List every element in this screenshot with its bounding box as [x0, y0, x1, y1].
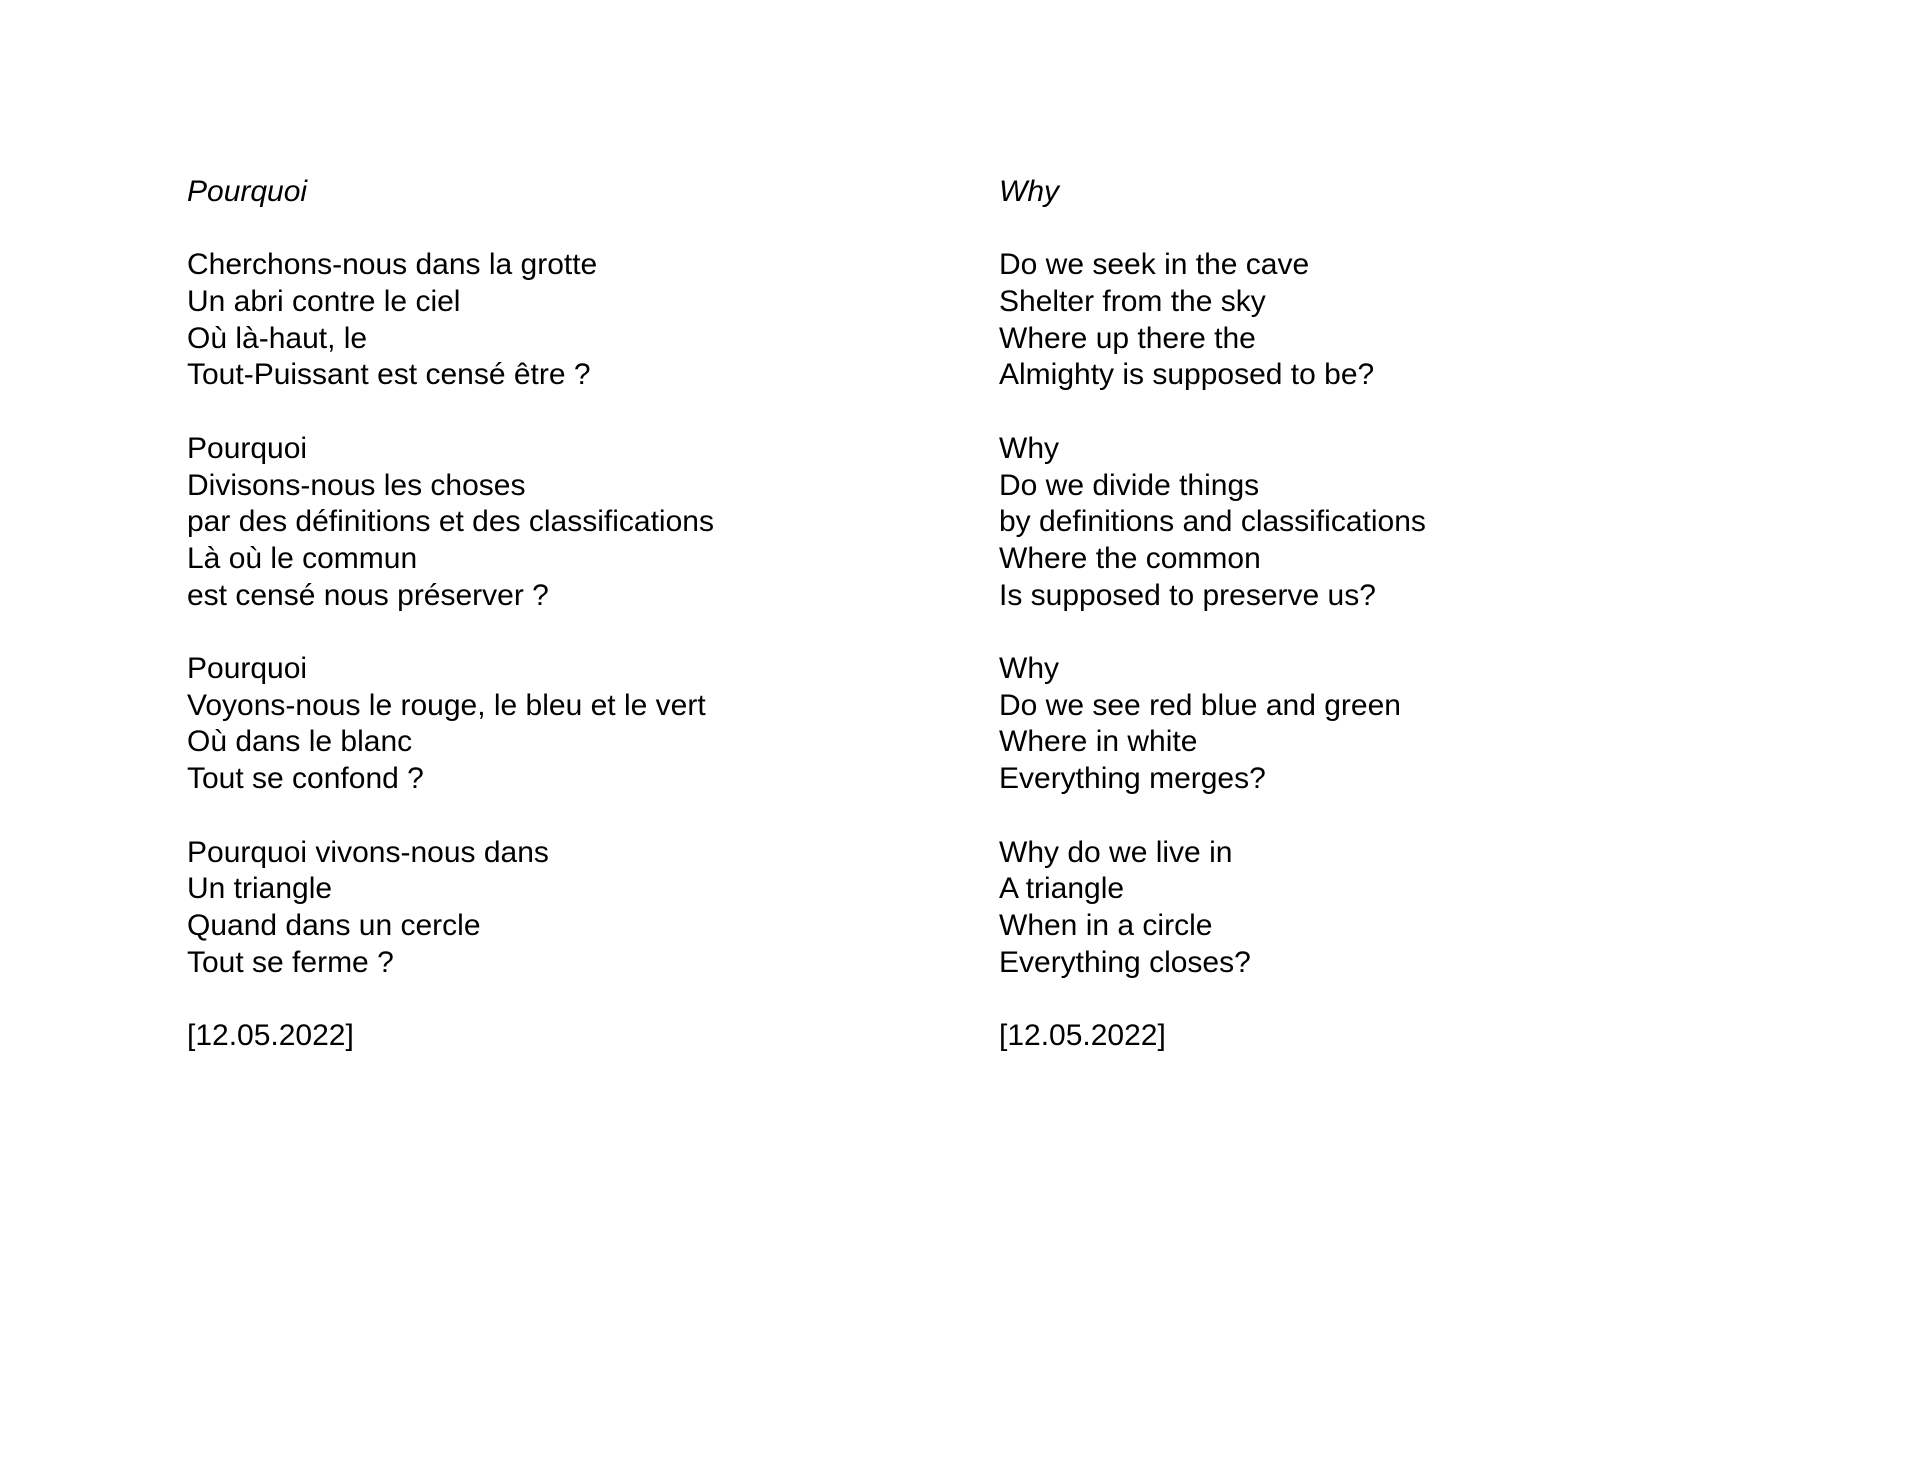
poem-line: Où dans le blanc — [187, 725, 413, 759]
poem-line: Pourquoi vivons-nous dans — [187, 835, 549, 869]
poem-line: Do we see red blue and green — [999, 688, 1401, 722]
poem-line: Cherchons-nous dans la grotte — [187, 248, 598, 282]
poem-line: Do we divide things — [999, 468, 1260, 502]
poem-line: Do we seek in the cave — [999, 248, 1310, 282]
poem-line: Almighty is supposed to be? — [999, 358, 1375, 392]
poem-line: Divisons-nous les choses — [187, 468, 526, 502]
french-stanza-2 — [187, 431, 947, 615]
poem-line: A triangle — [999, 872, 1125, 906]
french-stanza-1 — [187, 247, 947, 394]
poem-line: par des définitions et des classifications — [187, 505, 714, 539]
poem-line: Pourquoi — [187, 652, 308, 686]
poem-line: Why do we live in — [999, 835, 1233, 869]
french-stanza-3 — [187, 651, 947, 798]
poem-line: When in a circle — [999, 908, 1213, 942]
poem-line: Où là-haut, le — [187, 321, 368, 355]
english-poem-date: [12.05.2022] — [999, 1019, 1166, 1053]
english-stanza-2 — [999, 431, 1759, 615]
poem-line: Voyons-nous le rouge, le bleu et le vert — [187, 688, 706, 722]
poem-line: Tout se confond ? — [187, 762, 424, 796]
poem-line: Un abri contre le ciel — [187, 285, 461, 319]
french-stanza-4 — [187, 835, 947, 982]
poem-line: Where the common — [999, 541, 1261, 575]
english-poem-title: Why — [999, 175, 1059, 208]
poem-line: Tout-Puissant est censé être ? — [187, 358, 591, 392]
poem-line: Everything merges? — [999, 762, 1266, 796]
french-poem-title: Pourquoi — [187, 175, 308, 208]
poem-line: Pourquoi — [187, 431, 308, 465]
english-stanza-1 — [999, 247, 1759, 394]
poem-line: Where up there the — [999, 321, 1256, 355]
poem-line: Where in white — [999, 725, 1198, 759]
french-poem-date: [12.05.2022] — [187, 1019, 354, 1053]
french-poem-column — [187, 174, 947, 1055]
poem-line: Là où le commun — [187, 541, 418, 575]
poem-line: Why — [999, 431, 1059, 465]
poem-line: Everything closes? — [999, 945, 1251, 979]
poem-line: Shelter from the sky — [999, 285, 1266, 319]
poem-line: Quand dans un cercle — [187, 908, 481, 942]
poem-line: Un triangle — [187, 872, 333, 906]
english-stanza-3 — [999, 651, 1759, 798]
poem-line: Tout se ferme ? — [187, 945, 394, 979]
poem-line: Why — [999, 652, 1059, 686]
poem-line: by definitions and classifications — [999, 505, 1426, 539]
poem-line: est censé nous préserver ? — [187, 578, 549, 612]
poem-line: Is supposed to preserve us? — [999, 578, 1376, 612]
english-poem-column — [999, 174, 1759, 1055]
english-stanza-4 — [999, 835, 1759, 982]
